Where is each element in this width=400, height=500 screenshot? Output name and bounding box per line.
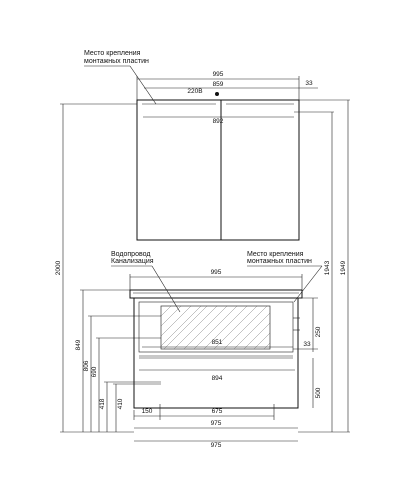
note-plumbing — [111, 251, 180, 312]
dim-150: 150 — [141, 408, 153, 415]
cabinet-body — [134, 298, 298, 408]
dim-33-vanity: 33 — [303, 341, 311, 348]
socket-label: 220В — [187, 88, 203, 95]
socket-marker — [215, 92, 219, 96]
dim-418: 418 — [99, 398, 106, 410]
dim-892: 892 — [212, 118, 224, 125]
note-mount-bottom — [247, 251, 322, 302]
dim-995-vanity: 995 — [210, 269, 222, 276]
dim-849: 849 — [75, 339, 82, 351]
dim-500: 500 — [315, 387, 322, 399]
dim-806: 806 — [83, 360, 90, 372]
dim-975-overall: 975 — [210, 442, 222, 449]
leader-plumbing — [152, 266, 180, 312]
dim-851: 851 — [211, 339, 223, 346]
svg-text:Водопровод: Водопровод — [111, 251, 151, 258]
vanity-right-dimensions — [298, 298, 322, 408]
dim-1943: 1943 — [324, 260, 331, 276]
svg-text:Канализация: Канализация — [111, 258, 154, 265]
dim-1949: 1949 — [340, 260, 347, 276]
dim-2000: 2000 — [55, 260, 62, 276]
leader-mount-top — [130, 66, 156, 104]
svg-text:монтажных пластин: монтажных пластин — [247, 258, 312, 265]
countertop — [130, 290, 302, 298]
note-mount-top — [84, 50, 156, 104]
svg-text:Место крепления: Место крепления — [84, 50, 141, 57]
vanity-dimensions — [130, 269, 318, 449]
dim-250: 250 — [315, 326, 322, 338]
vanity-unit — [130, 290, 302, 408]
svg-text:монтажных пластин: монтажных пластин — [84, 58, 149, 65]
mirror-dimensions — [137, 71, 334, 125]
dim-995-top: 995 — [212, 71, 224, 78]
svg-text:Место крепления: Место крепления — [247, 251, 304, 258]
dim-33-top: 33 — [305, 80, 313, 87]
left-height-dimensions — [55, 104, 161, 432]
mirror-cabinet — [137, 92, 299, 240]
dim-894: 894 — [211, 375, 223, 382]
dim-690: 690 — [91, 366, 98, 378]
leader-mount-bottom — [294, 266, 322, 302]
dim-675: 675 — [211, 408, 223, 415]
dim-410: 410 — [117, 398, 124, 410]
dim-975-cabinet: 975 — [210, 420, 222, 427]
dim-859: 859 — [212, 81, 224, 88]
